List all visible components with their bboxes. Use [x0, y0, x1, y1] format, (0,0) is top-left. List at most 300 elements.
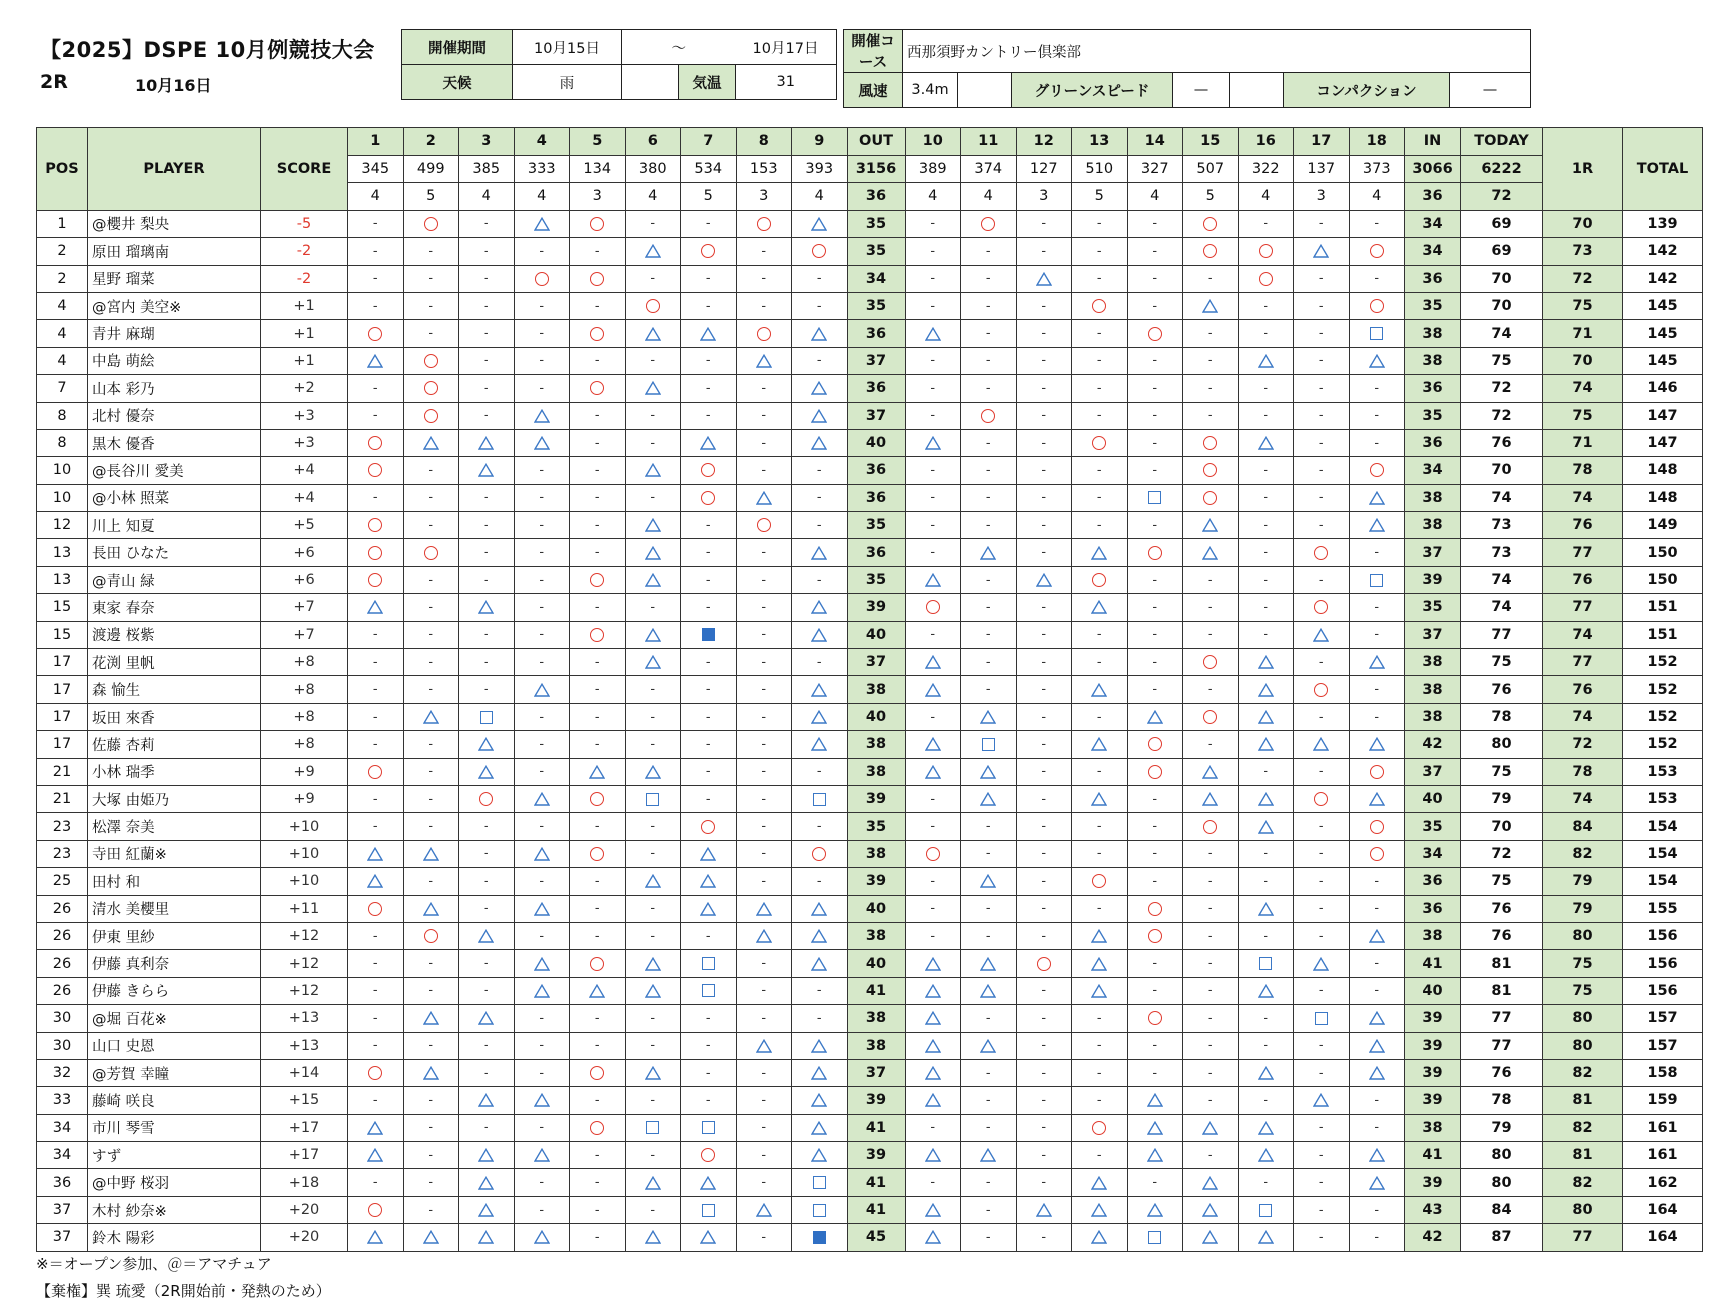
leaderboard-header — [37, 128, 1703, 211]
par-dash: - — [1263, 462, 1269, 478]
bogey-triangle-icon — [367, 354, 383, 368]
hole-result — [905, 210, 961, 237]
par-dash: - — [594, 1092, 600, 1108]
row-r1: 75 — [1543, 292, 1623, 319]
par-dash: - — [428, 736, 434, 752]
row-today: 74 — [1461, 484, 1543, 511]
par-dash: - — [1096, 517, 1102, 533]
hole-par: 4 — [459, 183, 515, 211]
bogey-triangle-icon — [645, 765, 661, 779]
hole-result — [1183, 566, 1239, 593]
hole-result — [792, 265, 848, 292]
hole-result — [1127, 512, 1183, 539]
par-dash: - — [1374, 271, 1380, 287]
hole-result — [792, 1087, 848, 1114]
par-dash: - — [1207, 682, 1213, 698]
row-in: 35 — [1405, 292, 1461, 319]
hole-result — [1349, 868, 1405, 895]
hole-result — [792, 1142, 848, 1169]
hole-result — [736, 539, 792, 566]
hole-result — [1183, 922, 1239, 949]
hole-result — [403, 703, 459, 730]
hole-result — [1294, 402, 1350, 429]
score-header: SCORE — [261, 128, 348, 211]
par-dash: - — [816, 517, 822, 533]
birdie-circle-icon — [590, 327, 604, 341]
hole-result — [514, 922, 570, 949]
par-dash: - — [539, 462, 545, 478]
par-dash: - — [594, 1202, 600, 1218]
row-score: +10 — [261, 813, 348, 840]
hole-result — [1349, 512, 1405, 539]
birdie-circle-icon — [1314, 600, 1328, 614]
bogey-triangle-icon — [1258, 655, 1274, 669]
hole-result — [1016, 840, 1072, 867]
row-player: 大塚 由姫乃 — [88, 785, 261, 812]
row-today: 81 — [1461, 950, 1543, 977]
table-row — [37, 402, 1703, 429]
hole-result — [1016, 895, 1072, 922]
par-dash: - — [1152, 380, 1158, 396]
hole-result — [961, 703, 1017, 730]
hole-result — [905, 977, 961, 1004]
hole-result — [1072, 868, 1128, 895]
bogey-triangle-icon — [980, 1039, 996, 1053]
par-dash: - — [761, 271, 767, 287]
hole-result — [681, 1087, 737, 1114]
weather-label: 天候 — [402, 65, 513, 100]
hole-result — [1127, 1224, 1183, 1251]
hole-result — [1238, 1169, 1294, 1196]
hole-result — [905, 868, 961, 895]
birdie-circle-icon — [1092, 874, 1106, 888]
bogey-triangle-icon — [1258, 902, 1274, 916]
event-info-table — [401, 29, 837, 100]
par-dash: - — [1041, 764, 1047, 780]
par-dash: - — [930, 791, 936, 807]
bogey-triangle-icon — [367, 600, 383, 614]
row-in: 37 — [1405, 621, 1461, 648]
row-pos: 15 — [37, 621, 88, 648]
hole-result — [625, 292, 681, 319]
par-dash: - — [1263, 572, 1269, 588]
row-in: 38 — [1405, 512, 1461, 539]
row-r1: 80 — [1543, 922, 1623, 949]
hole-result — [1294, 292, 1350, 319]
hole-par: 4 — [1238, 183, 1294, 211]
double-bogey-square-icon — [702, 1121, 715, 1134]
hole-result — [736, 1224, 792, 1251]
double-bogey-square-icon — [702, 984, 715, 997]
bogey-triangle-icon — [925, 737, 941, 751]
par-dash: - — [594, 901, 600, 917]
bogey-triangle-icon — [1258, 710, 1274, 724]
par-dash: - — [1207, 736, 1213, 752]
bogey-triangle-icon — [1369, 655, 1385, 669]
par-dash: - — [1041, 216, 1047, 232]
hole-result — [792, 1059, 848, 1086]
par-dash: - — [372, 298, 378, 314]
hole-result — [1349, 1114, 1405, 1141]
hole-result — [1127, 238, 1183, 265]
hole-result — [1294, 950, 1350, 977]
hole-result — [961, 977, 1017, 1004]
row-in: 39 — [1405, 1032, 1461, 1059]
bogey-triangle-icon — [534, 1093, 550, 1107]
hole-result — [905, 512, 961, 539]
hole-result — [459, 265, 515, 292]
double-bogey-square-icon — [1148, 491, 1161, 504]
hole-result — [905, 1087, 961, 1114]
hole-result — [1183, 1114, 1239, 1141]
hole-result — [625, 347, 681, 374]
par-dash: - — [1152, 353, 1158, 369]
wind-value: 3.4m — [903, 73, 958, 108]
par-dash: - — [1318, 901, 1324, 917]
bogey-triangle-icon — [423, 1230, 439, 1244]
hole-result — [625, 731, 681, 758]
bogey-triangle-icon — [811, 1148, 827, 1162]
hole-result — [514, 1032, 570, 1059]
double-bogey-square-icon — [813, 1176, 826, 1189]
header-row-1 — [37, 128, 1703, 156]
hole-result — [403, 292, 459, 319]
par-dash: - — [1263, 517, 1269, 533]
par-dash: - — [650, 599, 656, 615]
birdie-circle-icon — [590, 957, 604, 971]
hole-result — [1183, 402, 1239, 429]
hole-result — [905, 1224, 961, 1251]
bogey-triangle-icon — [1091, 792, 1107, 806]
par-dash: - — [1096, 1092, 1102, 1108]
weather-spacer — [622, 65, 679, 100]
par-dash: - — [1152, 1175, 1158, 1191]
par-dash: - — [1318, 873, 1324, 889]
par-dash: - — [1152, 271, 1158, 287]
hole-result — [1349, 731, 1405, 758]
hole-result — [1127, 1087, 1183, 1114]
par-dash: - — [650, 901, 656, 917]
row-pos: 2 — [37, 238, 88, 265]
birdie-circle-icon — [590, 847, 604, 861]
par-dash: - — [1263, 326, 1269, 342]
par-dash: - — [705, 928, 711, 944]
hole-result — [736, 785, 792, 812]
hole-par: 4 — [1349, 183, 1405, 211]
par-dash: - — [1318, 709, 1324, 725]
hole-result — [736, 703, 792, 730]
row-out: 38 — [847, 1005, 905, 1032]
bogey-triangle-icon — [925, 1203, 941, 1217]
birdie-circle-icon — [1092, 436, 1106, 450]
out-yardage: 3156 — [847, 155, 905, 183]
par-dash: - — [428, 1147, 434, 1163]
row-player: @芳賀 幸瞳 — [88, 1059, 261, 1086]
row-in: 35 — [1405, 402, 1461, 429]
hole-result — [348, 1087, 404, 1114]
hole-result — [1349, 1005, 1405, 1032]
hole-par: 4 — [348, 183, 404, 211]
birdie-circle-icon — [1148, 1011, 1162, 1025]
par-dash: - — [1374, 956, 1380, 972]
row-r1: 72 — [1543, 265, 1623, 292]
row-pos: 8 — [37, 402, 88, 429]
par-dash: - — [372, 1092, 378, 1108]
row-total: 152 — [1623, 649, 1703, 676]
par-dash: - — [372, 216, 378, 232]
row-out: 37 — [847, 1059, 905, 1086]
par-dash: - — [1041, 709, 1047, 725]
hole-yardage: 327 — [1127, 155, 1183, 183]
hole-result — [403, 840, 459, 867]
hole-result — [403, 512, 459, 539]
bogey-triangle-icon — [645, 518, 661, 532]
par-dash: - — [594, 928, 600, 944]
bogey-triangle-icon — [645, 957, 661, 971]
hole-result — [792, 429, 848, 456]
row-score: +8 — [261, 703, 348, 730]
bogey-triangle-icon — [811, 381, 827, 395]
hole-result — [681, 676, 737, 703]
par-dash: - — [816, 572, 822, 588]
hole-result — [736, 1169, 792, 1196]
bogey-triangle-icon — [811, 710, 827, 724]
course-value: 西那須野カントリー倶楽部 — [903, 30, 1531, 73]
in-par: 36 — [1405, 183, 1461, 211]
par-dash: - — [985, 298, 991, 314]
hole-result — [1072, 977, 1128, 1004]
row-pos: 32 — [37, 1059, 88, 1086]
hole-result — [1349, 292, 1405, 319]
hole-result — [403, 731, 459, 758]
par-dash: - — [483, 819, 489, 835]
par-dash: - — [1207, 983, 1213, 999]
hole-result — [681, 1169, 737, 1196]
row-out: 36 — [847, 484, 905, 511]
par-dash: - — [1263, 380, 1269, 396]
par-dash: - — [1041, 1038, 1047, 1054]
row-today: 75 — [1461, 868, 1543, 895]
hole-result — [1183, 1196, 1239, 1223]
hole-result — [514, 320, 570, 347]
bogey-triangle-icon — [811, 600, 827, 614]
bogey-triangle-icon — [1036, 1203, 1052, 1217]
bogey-triangle-icon — [478, 600, 494, 614]
bogey-triangle-icon — [925, 327, 941, 341]
hole-result — [403, 785, 459, 812]
birdie-circle-icon — [368, 1066, 382, 1080]
par-dash: - — [1096, 901, 1102, 917]
hole-result — [905, 895, 961, 922]
row-player: 東家 春奈 — [88, 594, 261, 621]
row-r1: 81 — [1543, 1087, 1623, 1114]
hole-result — [514, 539, 570, 566]
hole-result — [961, 731, 1017, 758]
row-out: 39 — [847, 1142, 905, 1169]
par-dash: - — [1318, 490, 1324, 506]
par-dash: - — [650, 408, 656, 424]
green-speed-value: — — [1173, 73, 1230, 108]
hole-result — [1016, 457, 1072, 484]
temp-value: 31 — [736, 65, 837, 100]
hole-result — [1238, 950, 1294, 977]
row-today: 76 — [1461, 922, 1543, 949]
hole-result — [1016, 1059, 1072, 1086]
hole-result — [514, 457, 570, 484]
hole-result — [961, 265, 1017, 292]
bogey-triangle-icon — [980, 792, 996, 806]
hole-result — [681, 320, 737, 347]
row-pos: 4 — [37, 292, 88, 319]
hole-result — [348, 402, 404, 429]
hole-result — [792, 1169, 848, 1196]
row-score: +10 — [261, 840, 348, 867]
hole-result — [348, 457, 404, 484]
hole-result — [961, 1059, 1017, 1086]
birdie-circle-icon — [1314, 546, 1328, 560]
row-score: +8 — [261, 676, 348, 703]
row-today: 76 — [1461, 676, 1543, 703]
hole-result — [570, 703, 626, 730]
birdie-circle-icon — [1148, 902, 1162, 916]
par-dash: - — [483, 1120, 489, 1136]
bogey-triangle-icon — [811, 1039, 827, 1053]
row-score: -5 — [261, 210, 348, 237]
bogey-triangle-icon — [478, 463, 494, 477]
hole-result — [570, 1114, 626, 1141]
hole-result — [625, 785, 681, 812]
par-dash: - — [539, 1010, 545, 1026]
par-dash: - — [1041, 627, 1047, 643]
bogey-triangle-icon — [534, 217, 550, 231]
hole-result — [1183, 1169, 1239, 1196]
row-in: 38 — [1405, 320, 1461, 347]
hole-result — [1294, 1169, 1350, 1196]
hole-result — [514, 1005, 570, 1032]
par-dash: - — [372, 791, 378, 807]
row-in: 38 — [1405, 703, 1461, 730]
period-label: 開催期間 — [402, 30, 513, 65]
row-player: 伊東 里紗 — [88, 922, 261, 949]
hole-result — [1127, 402, 1183, 429]
hole-result — [1294, 731, 1350, 758]
par-dash: - — [1318, 1229, 1324, 1245]
row-today: 70 — [1461, 457, 1543, 484]
hole-result — [1238, 457, 1294, 484]
par-dash: - — [1207, 1038, 1213, 1054]
bogey-triangle-icon — [700, 902, 716, 916]
hole-result — [348, 1032, 404, 1059]
hole-result — [905, 238, 961, 265]
par-dash: - — [594, 654, 600, 670]
par-dash: - — [428, 1175, 434, 1191]
birdie-circle-icon — [368, 546, 382, 560]
bogey-triangle-icon — [1091, 737, 1107, 751]
hole-result — [1349, 895, 1405, 922]
hole-result — [681, 621, 737, 648]
hole-result — [570, 594, 626, 621]
row-today: 78 — [1461, 703, 1543, 730]
hole-result — [905, 265, 961, 292]
hole-result — [1016, 265, 1072, 292]
row-out: 35 — [847, 210, 905, 237]
par-dash: - — [650, 846, 656, 862]
par-dash: - — [1263, 928, 1269, 944]
hole-result — [1127, 922, 1183, 949]
par-dash: - — [428, 490, 434, 506]
row-in: 38 — [1405, 922, 1461, 949]
birdie-circle-icon — [1148, 929, 1162, 943]
par-dash: - — [1041, 682, 1047, 698]
par-dash: - — [1096, 1010, 1102, 1026]
hole-result — [792, 1224, 848, 1251]
hole-result — [1238, 402, 1294, 429]
hole-result — [792, 840, 848, 867]
hole-result — [736, 429, 792, 456]
round-date: 10月16日 — [135, 76, 212, 95]
row-in: 34 — [1405, 840, 1461, 867]
row-pos: 23 — [37, 813, 88, 840]
par-dash: - — [761, 709, 767, 725]
hole-result — [403, 813, 459, 840]
bogey-triangle-icon — [534, 1148, 550, 1162]
par-dash: - — [1318, 572, 1324, 588]
par-dash: - — [816, 271, 822, 287]
birdie-circle-icon — [1259, 244, 1273, 258]
par-dash: - — [428, 627, 434, 643]
par-dash: - — [985, 1175, 991, 1191]
hole-result — [1349, 238, 1405, 265]
hole-result — [403, 1224, 459, 1251]
hole-result — [905, 950, 961, 977]
par-dash: - — [1041, 901, 1047, 917]
hole-result — [961, 868, 1017, 895]
hole-result — [348, 731, 404, 758]
row-today: 74 — [1461, 320, 1543, 347]
par-dash: - — [1318, 654, 1324, 670]
row-pos: 10 — [37, 484, 88, 511]
hole-number: 3 — [459, 128, 515, 156]
hole-result — [1238, 375, 1294, 402]
hole-result — [792, 1196, 848, 1223]
row-total: 164 — [1623, 1224, 1703, 1251]
hole-result — [348, 895, 404, 922]
table-row — [37, 813, 1703, 840]
row-in: 39 — [1405, 1169, 1461, 1196]
bogey-triangle-icon — [700, 847, 716, 861]
par-dash: - — [930, 709, 936, 725]
row-pos: 37 — [37, 1196, 88, 1223]
row-r1: 79 — [1543, 868, 1623, 895]
par-dash: - — [539, 1202, 545, 1218]
hole-result — [514, 512, 570, 539]
hole-result — [681, 210, 737, 237]
hole-result — [514, 1196, 570, 1223]
row-r1: 77 — [1543, 539, 1623, 566]
par-dash: - — [594, 1147, 600, 1163]
hole-result — [736, 292, 792, 319]
hole-result — [459, 758, 515, 785]
row-out: 38 — [847, 1032, 905, 1059]
hole-yardage: 534 — [681, 155, 737, 183]
par-dash: - — [1318, 380, 1324, 396]
par-dash: - — [1374, 545, 1380, 561]
bogey-triangle-icon — [589, 765, 605, 779]
hole-result — [459, 512, 515, 539]
row-in: 35 — [1405, 813, 1461, 840]
par-dash: - — [483, 654, 489, 670]
par-dash: - — [1041, 517, 1047, 533]
